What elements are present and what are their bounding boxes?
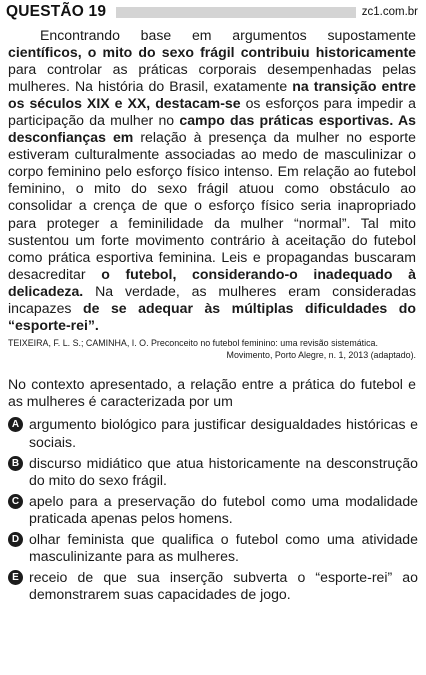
passage-segment-3: os esforços para impedir a participação da mulher no <box>8 95 416 129</box>
header-divider-bar <box>116 7 356 18</box>
option-d-letter-badge: D <box>8 532 23 547</box>
option-a-text: argumento biológico para justificar desigualdades históricas e sociais. <box>29 416 418 450</box>
option-b-letter-badge: B <box>8 456 23 471</box>
option-a-letter-badge: A <box>8 417 23 432</box>
answer-options <box>6 416 418 603</box>
option-e-letter-badge: E <box>8 570 23 585</box>
option-d[interactable] <box>6 531 418 566</box>
question-stem: No contexto apresentado, a relação entre a prática do futebol e as mulheres é caracterizada por um <box>8 375 416 410</box>
passage-bold-3: campo das práticas esportivas. As desconfianças em <box>8 112 416 146</box>
passage-bold-5: de se adequar às múltiplas dificuldades do “esporte-rei”. <box>8 299 416 333</box>
passage-bold-2: na transição entre os séculos XIX e XX, destacam-se <box>8 78 416 112</box>
option-b-text: discurso midiático que atua historicamente na desconstrução do mito do sexo frágil. <box>29 454 418 488</box>
passage-paragraph <box>8 27 416 334</box>
passage-bold-1: científicos, o mito do sexo frágil contribuiu historicamente <box>8 44 416 61</box>
option-a[interactable] <box>6 416 418 451</box>
option-c-text: apelo para a preservação do futebol como uma modalidade praticada apenas pelos homens. <box>29 492 418 526</box>
question-header <box>6 2 418 22</box>
passage-text <box>8 27 416 334</box>
citation-line-2: Movimento, Porto Alegre, n. 1, 2013 (adaptado). <box>226 349 416 360</box>
option-c[interactable] <box>6 493 418 528</box>
passage-segment-2: para controlar as práticas corporais desempenhadas pelas mulheres. Na história do Brasil, exatamente <box>8 61 416 95</box>
site-watermark: zc1.com.br <box>361 6 418 18</box>
passage-segment-5: Na verdade, as mulheres eram consideradas incapazes <box>8 282 416 316</box>
passage-segment-4: relação à presença da mulher no esporte estiveram culturalmente associadas ao medo de masculinizar o corpo feminino pelo esforço físico intenso. Em relação ao futebol feminino, o mito do sexo frágil atuou como obstáculo ao consolidar a crença de que o esforço físico seria inapropriado para proteger a feminilidade da mulher “normal”. Tal mito sustentou um forte movimento contrário à aceitação do futebol como prática esportiva feminina. Leis e propagandas buscaram desacreditar <box>8 129 416 282</box>
passage-bold-4: o futebol, considerando-o inadequado à delicadeza. <box>8 265 416 299</box>
option-b[interactable] <box>6 455 418 490</box>
option-d-text: olhar feminista que qualifica o futebol como uma atividade masculinizante para as mulheres. <box>29 530 418 565</box>
option-c-letter-badge: C <box>8 494 23 509</box>
question-number: QUESTÃO 19 <box>6 3 107 20</box>
option-e[interactable] <box>6 569 418 604</box>
source-citation <box>8 337 416 361</box>
option-e-text: receio de que sua inserção subverta o “esporte-rei” ao demonstrarem suas capacidades de jogo. <box>29 568 418 603</box>
citation-line-1: TEIXEIRA, F. L. S.; CAMINHA, I. O. Preconceito no futebol feminino: uma revisão sistemática. <box>8 337 378 348</box>
passage-segment-1: Encontrando base em argumentos supostamente <box>40 27 416 43</box>
